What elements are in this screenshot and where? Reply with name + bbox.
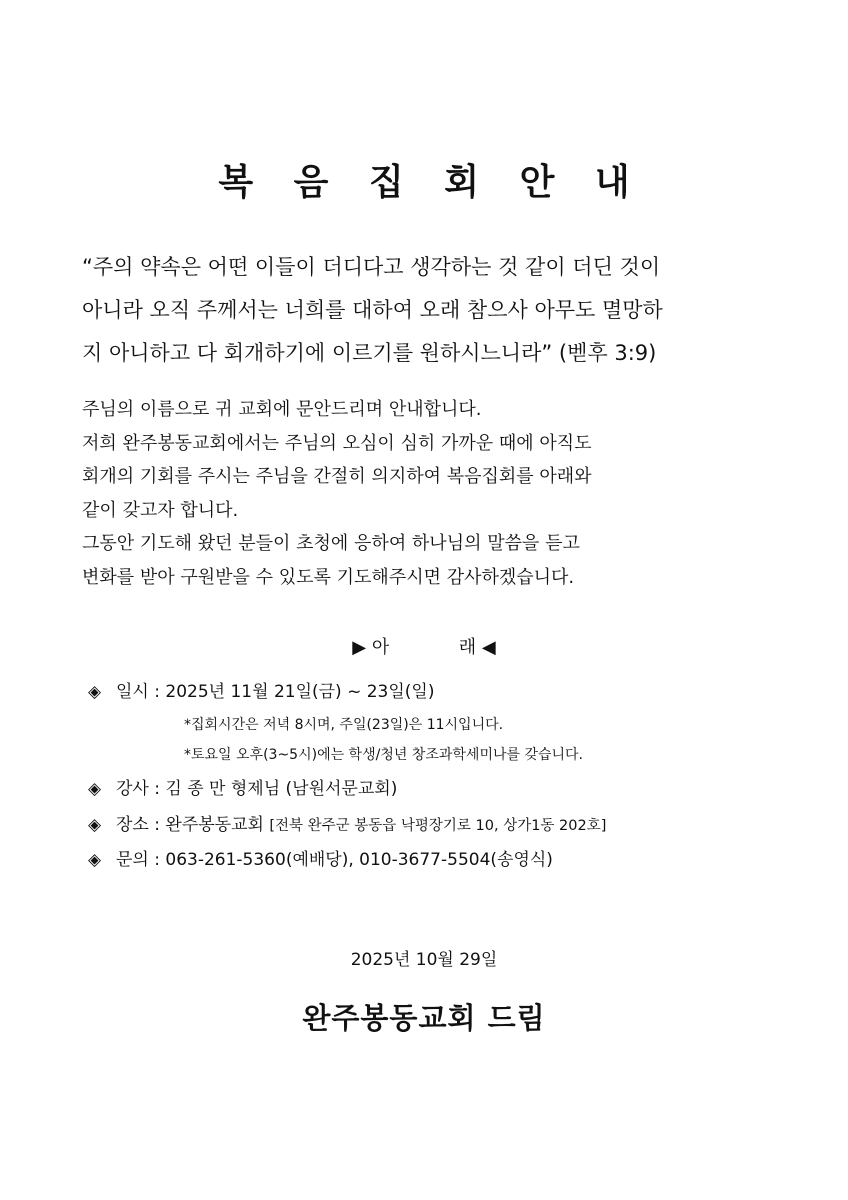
verse-line: 지 아니하고 다 회개하기에 이르기를 원하시느니라” (벧후 3:9) [82,341,657,365]
speaker-value: 김 종 만 형제님 (남원서문교회) [165,779,398,799]
section-heading [0,633,848,659]
speaker-row [88,774,397,799]
left-triangle-icon: ◀ [481,637,496,658]
contact-value: 063-261-5360(예배당), 010-3677-5504(송영식) [165,850,553,870]
bible-verse [82,246,782,375]
schedule-label: 일시 : [116,682,166,702]
speaker-label: 강사 : [116,779,166,799]
schedule-note: *집회시간은 저녁 8시며, 주일(23일)은 11시입니다. [184,717,504,733]
contact-label: 문의 : [116,850,166,870]
schedule-row [88,677,434,702]
diamond-bullet-icon: ◈ [88,850,102,870]
venue-value: 완주봉동교회 [165,815,264,835]
diamond-bullet-icon: ◈ [88,815,102,835]
section-heading-first: 아 [371,637,390,658]
diamond-bullet-icon: ◈ [88,779,102,799]
venue-row [88,810,606,835]
contact-row [88,845,553,870]
schedule-value: 2025년 11월 21일(금) ~ 23일(일) [165,682,435,702]
right-triangle-icon: ▶ [352,637,367,658]
invitation-body [82,393,772,594]
body-line: 주님의 이름으로 귀 교회에 문안드리며 안내합니다. [82,399,482,420]
verse-line: 아니라 오직 주께서는 너희를 대하여 오래 참으사 아무도 멸망하 [82,298,663,322]
venue-address: [전북 완주군 봉동읍 낙평장기로 10, 상가1동 202호] [269,818,607,834]
body-line: 그동안 기도해 왔던 분들이 초청에 응하여 하나님의 말씀을 듣고 [82,533,580,554]
diamond-bullet-icon: ◈ [88,682,102,702]
document-date: 2025년 10월 29일 [350,950,498,970]
document-title: 복 음 집 회 안 내 [218,162,644,203]
schedule-note: *토요일 오후(3~5시)에는 학생/청년 창조과학세미나를 갖습니다. [184,747,584,763]
verse-line: “주의 약속은 어떤 이들이 더디다고 생각하는 것 같이 더딘 것이 [82,255,661,279]
body-line: 같이 갖고자 합니다. [82,499,239,521]
section-heading-second: 래 [458,637,477,658]
body-line: 변화를 받아 구원받을 수 있도록 기도해주시면 감사하겠습니다. [82,566,575,588]
venue-label: 장소 : [116,815,166,835]
signature: 완주봉동교회 드림 [302,1001,546,1035]
body-line: 회개의 기회를 주시는 주님을 간절히 의지하여 복음집회를 아래와 [82,466,592,487]
body-line: 저희 완주봉동교회에서는 주님의 오심이 심히 가까운 때에 아직도 [82,432,592,454]
